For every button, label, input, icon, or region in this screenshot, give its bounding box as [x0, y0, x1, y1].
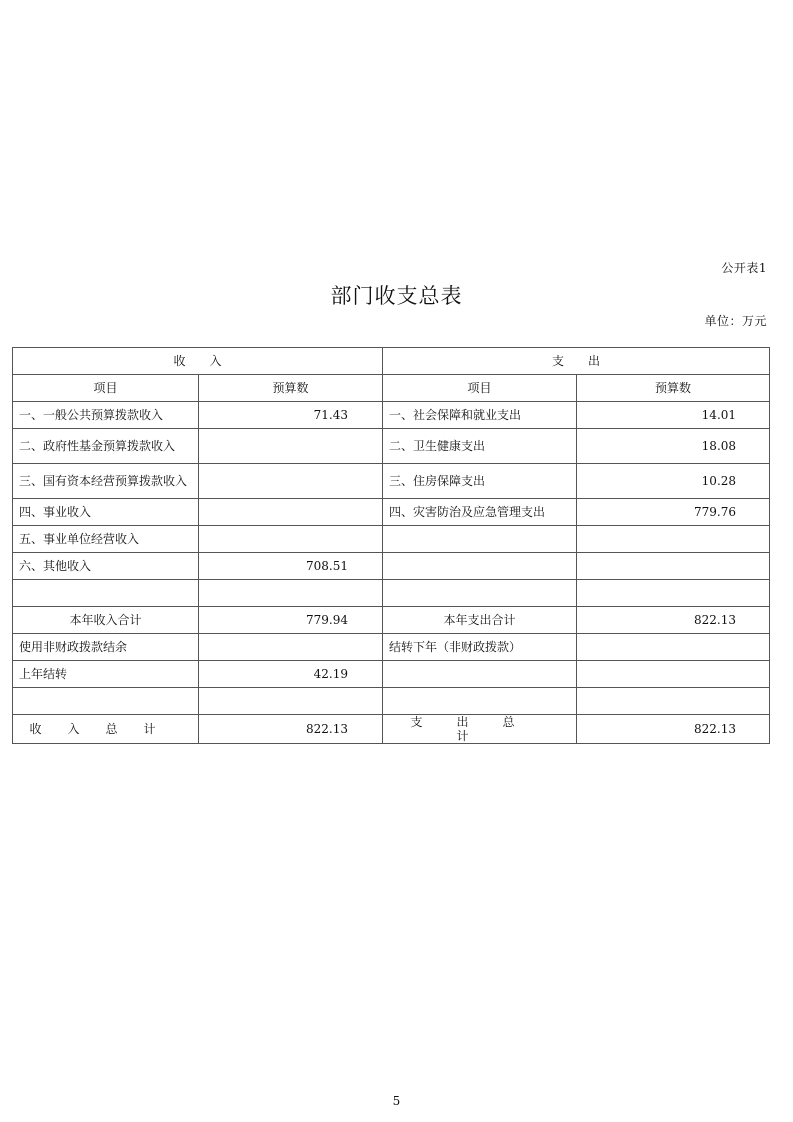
- expense-value: 18.08: [577, 429, 770, 464]
- expense-item: 二、卫生健康支出: [383, 429, 577, 464]
- income-item: 四、事业收入: [13, 499, 199, 526]
- expense-value: [577, 661, 770, 688]
- unit-label: 单位：万元: [704, 314, 767, 328]
- income-item: 上年结转: [13, 661, 199, 688]
- income-value: [199, 580, 383, 607]
- page-number: 5: [392, 1094, 401, 1108]
- table-row: [13, 607, 770, 634]
- income-value: [199, 526, 383, 553]
- income-item-header: 项目: [13, 375, 199, 402]
- expense-item-header: 项目: [383, 375, 577, 402]
- income-budget-header: 预算数: [199, 375, 383, 402]
- income-value: 71.43: [199, 402, 383, 429]
- table-row: [13, 464, 770, 499]
- expense-subtotal-value: 822.13: [577, 607, 770, 634]
- table-column-header-row: [13, 375, 770, 402]
- income-value: [199, 634, 383, 661]
- income-item: 三、国有资本经营预算拨款收入: [13, 464, 199, 499]
- income-item: 二、政府性基金预算拨款收入: [13, 429, 199, 464]
- income-item: 使用非财政拨款结余: [13, 634, 199, 661]
- expense-value: [577, 580, 770, 607]
- expense-item: [383, 553, 577, 580]
- expense-item: 三、住房保障支出: [383, 464, 577, 499]
- expense-item: 一、社会保障和就业支出: [383, 402, 577, 429]
- income-value: 42.19: [199, 661, 383, 688]
- expense-value: 14.01: [577, 402, 770, 429]
- income-value: [199, 429, 383, 464]
- page-title: 部门收支总表: [330, 284, 463, 308]
- income-item: 一、一般公共预算拨款收入: [13, 402, 199, 429]
- income-total-value: 822.13: [199, 715, 383, 744]
- table-row: [13, 526, 770, 553]
- income-subtotal-value: 779.94: [199, 607, 383, 634]
- expense-item: [383, 661, 577, 688]
- income-value: [199, 499, 383, 526]
- expense-item: [383, 688, 577, 715]
- table-row: [13, 499, 770, 526]
- income-value: [199, 464, 383, 499]
- expense-item: 四、灾害防治及应急管理支出: [383, 499, 577, 526]
- income-total-label: 收入总计: [13, 715, 199, 744]
- table-row: [13, 402, 770, 429]
- income-value: 708.51: [199, 553, 383, 580]
- expense-value: [577, 526, 770, 553]
- income-item: [13, 580, 199, 607]
- expense-item: 结转下年（非财政拨款）: [383, 634, 577, 661]
- expense-item: [383, 580, 577, 607]
- income-item: 五、事业单位经营收入: [13, 526, 199, 553]
- table-row: [13, 429, 770, 464]
- table-row: [13, 580, 770, 607]
- table-row: [13, 634, 770, 661]
- expense-value: 779.76: [577, 499, 770, 526]
- expense-value: [577, 688, 770, 715]
- expense-value: 10.28: [577, 464, 770, 499]
- income-subtotal-label: 本年收入合计: [13, 607, 199, 634]
- expense-subtotal-label: 本年支出合计: [383, 607, 577, 634]
- expense-value: [577, 553, 770, 580]
- expense-total-value: 822.13: [577, 715, 770, 744]
- table-row: [13, 661, 770, 688]
- income-item: 六、其他收入: [13, 553, 199, 580]
- expense-total-label: 支出总计: [383, 715, 577, 744]
- section-expense-header: 支 出: [383, 348, 770, 375]
- table-section-header-row: [13, 348, 770, 375]
- form-number: 公开表1: [721, 261, 767, 275]
- table-row: [13, 715, 770, 744]
- expense-value: [577, 634, 770, 661]
- expense-item: [383, 526, 577, 553]
- table-row: [13, 688, 770, 715]
- section-income-header: 收 入: [13, 348, 383, 375]
- income-expense-table: [12, 347, 770, 744]
- income-item: [13, 688, 199, 715]
- table-row: [13, 553, 770, 580]
- expense-budget-header: 预算数: [577, 375, 770, 402]
- income-value: [199, 688, 383, 715]
